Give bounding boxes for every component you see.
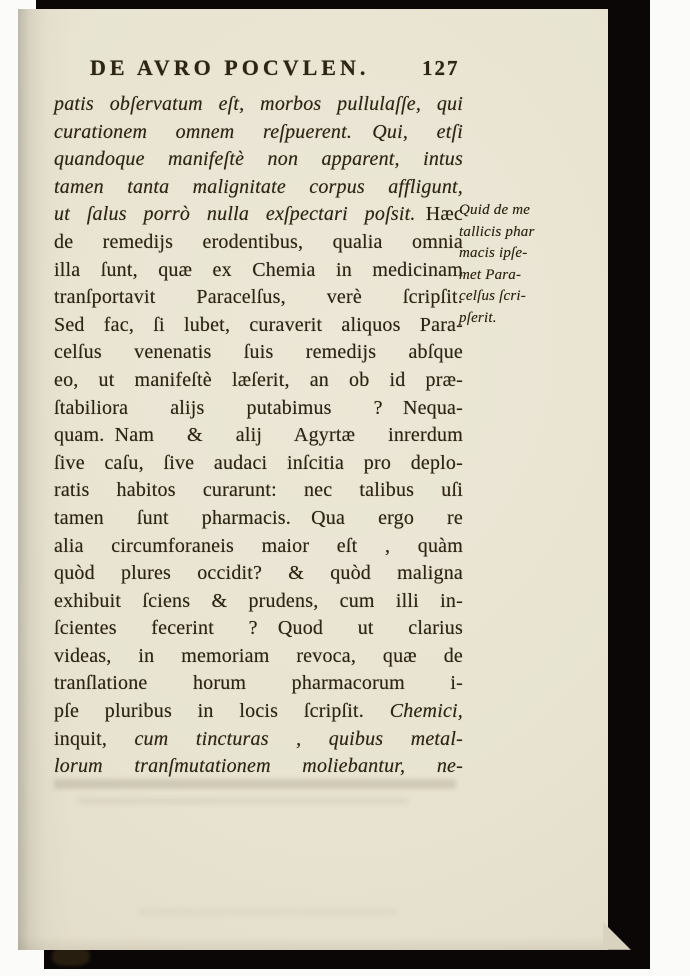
text-line [54, 588, 463, 616]
roman-text-segment: ratis habitos curarunt: nec talibus uſi [54, 479, 463, 502]
text-line [54, 174, 463, 202]
margin-note-line: Quid de me [459, 202, 531, 218]
text-line [54, 395, 463, 423]
roman-text-segment: ſtabiliora alijs putabimus ? Nequa- [54, 396, 463, 419]
text-line [54, 119, 463, 147]
show-through-smudge [138, 909, 398, 915]
text-line [54, 505, 463, 533]
text-line [54, 91, 463, 119]
text-line [54, 450, 463, 478]
text-line [54, 753, 463, 781]
italic-text-segment: patis obſervatum eſt, morbos pullulaſſe, qui [54, 93, 463, 115]
roman-text-segment: pſe pluribus in locis ſcripſit. [54, 700, 390, 723]
running-header [18, 55, 608, 85]
roman-text-segment: tranſportavit Paracelſus, verè ſcripſit. [54, 286, 463, 309]
roman-text-segment: de remedijs erodentibus, qualia omnia [54, 230, 463, 253]
roman-text-segment: tranſlatione horum pharmacorum i- [54, 672, 463, 695]
margin-note-line: macis ipſe- [459, 245, 528, 261]
margin-note-line: celſus ſcri- [459, 288, 526, 304]
italic-text-segment: tamen tanta malignitate corpus affligunt, [54, 175, 463, 198]
text-line [54, 615, 463, 643]
roman-text-segment: videas, in memoriam revoca, quæ de [54, 644, 463, 667]
roman-text-segment: quòd plures occidit? & quòd maligna [54, 562, 463, 585]
text-line [54, 560, 463, 588]
running-title: DE AVRO POCVLEN. [90, 55, 370, 80]
show-through-smudge [78, 798, 408, 804]
italic-text-segment: quandoque manifeſtè non apparent, intus [54, 148, 463, 171]
roman-text-segment: quam. Nam & alij Agyrtæ inrerdum [54, 424, 463, 447]
text-line [54, 146, 463, 174]
italic-text-segment: Chemici, [389, 700, 463, 723]
text-line [54, 670, 463, 698]
roman-text-segment: ſcientes fecerint ? Quod ut clarius [54, 617, 463, 640]
show-through-smudge [54, 779, 456, 789]
text-line [54, 477, 463, 505]
italic-text-segment: cum tincturas , quibus metal- [134, 727, 463, 750]
text-line [54, 643, 463, 671]
italic-text-segment: lorum tranſmutationem moliebantur, ne- [54, 755, 463, 778]
roman-text-segment: Hæc [425, 203, 463, 226]
text-line [54, 367, 463, 395]
margin-note-line: pſerit. [459, 309, 497, 326]
body-text-block [54, 91, 463, 781]
italic-text-segment: curationem omnem reſpuerent. Qui, etſi [54, 120, 463, 143]
text-line [54, 339, 463, 367]
roman-text-segment: celſus venenatis ſuis remedijs abſque [54, 341, 463, 364]
margin-note-line: tallicis phar [459, 223, 535, 240]
text-line [54, 726, 463, 754]
text-line [54, 312, 463, 340]
text-line [54, 284, 463, 312]
roman-text-segment: inquit, [54, 727, 135, 750]
roman-text-segment: illa ſunt, quæ ex Chemia in medicinam [54, 258, 463, 281]
roman-text-segment: ſive caſu, ſive audaci inſcitia pro deplo- [54, 451, 463, 474]
roman-text-segment: tamen ſunt pharmacis. Qua ergo re [54, 506, 463, 529]
text-line [54, 257, 463, 285]
book-page [18, 9, 608, 950]
text-line [54, 229, 463, 257]
roman-text-segment: exhibuit ſciens & prudens, cum illi in- [54, 589, 463, 612]
text-line [54, 201, 463, 229]
page-number: 127 [422, 56, 460, 80]
roman-text-segment: Sed fac, ſi lubet, curaverit aliquos Para- [54, 313, 463, 336]
text-line [54, 422, 463, 450]
italic-text-segment: ut ſalus porrò nulla exſpectari poſsit. [54, 203, 426, 226]
margin-note-line: met Para- [459, 266, 522, 283]
text-line [54, 533, 463, 561]
margin-note [459, 200, 595, 329]
roman-text-segment: eo, ut manifeſtè læſerit, an ob id præ- [54, 368, 463, 391]
text-line [54, 698, 463, 726]
roman-text-segment: alia circumforaneis maior eſt , quàm [54, 534, 463, 557]
